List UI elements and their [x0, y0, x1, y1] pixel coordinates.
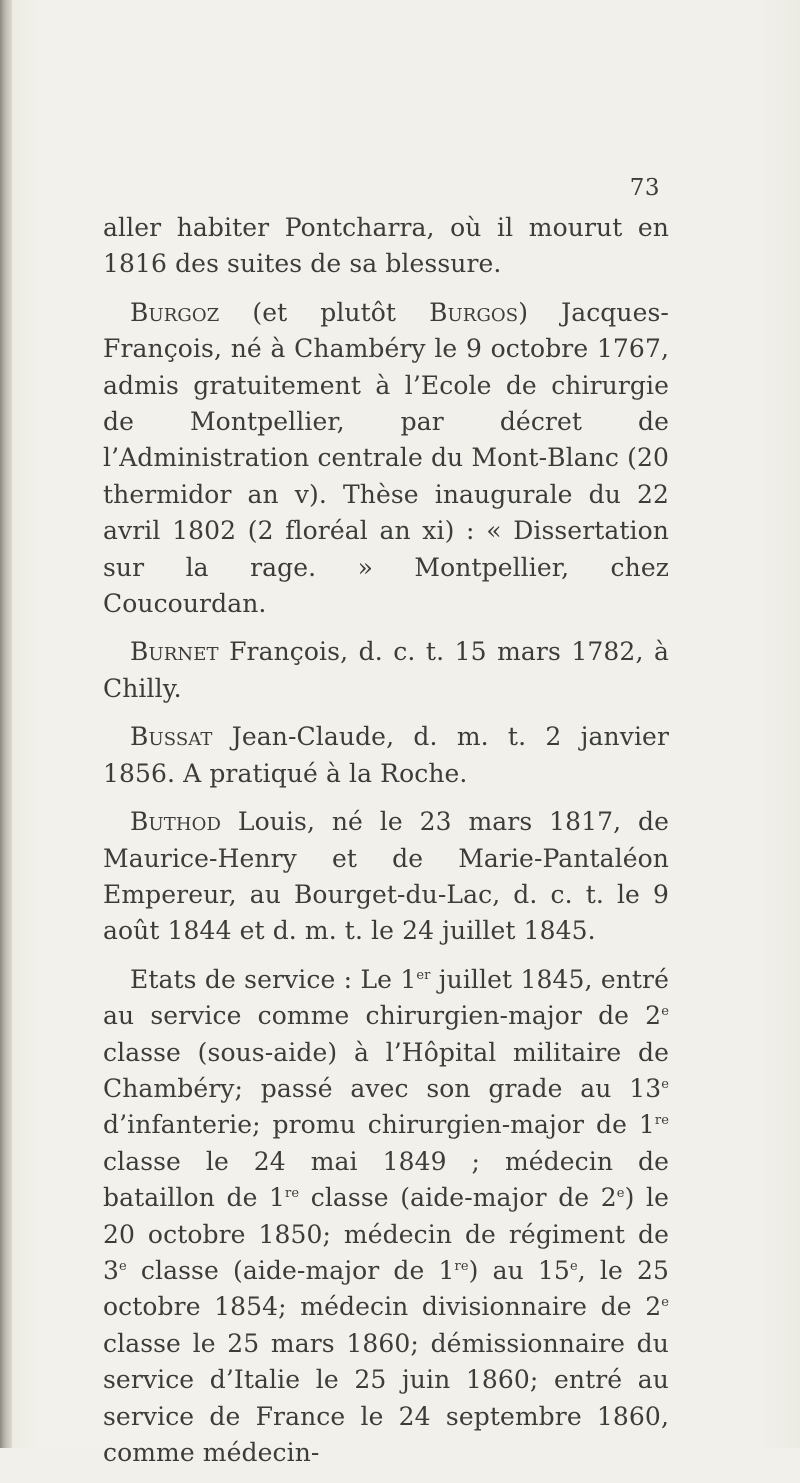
service-text: , le 25 octobre 1854; médecin divisionnaire de 2	[103, 1255, 669, 1322]
page-number: 73	[629, 175, 660, 201]
ordinal-superscript: e	[616, 1186, 625, 1202]
ordinal-superscript: re	[454, 1258, 469, 1274]
ordinal-superscript: e	[569, 1258, 578, 1274]
entry-text: Jean-Claude, d. m. t. 2 janvier 1856. A pratiqué à la Roche.	[103, 722, 669, 788]
entry-text: ) Jacques-François, né à Chambéry le 9 octobre 1767, admis gratuitement à l’Ecole de chirurgie de Montpellier, par décret de l’Administration centrale du Mont-Blanc (20 thermidor an v). Thèse inaugurale du 22 avril 1802 (2 floréal an xi) : « Dissertation sur la rage. » Montpellier, chez Coucourdan.	[103, 297, 669, 619]
service-text: d’infanterie; promu chirurgien-major de 1	[103, 1110, 655, 1140]
service-record	[103, 962, 669, 1472]
service-text: juillet 1845, entré au service comme chirurgien-major de 2	[103, 964, 670, 1031]
entry-buthod	[103, 804, 669, 950]
ordinal-superscript: re	[654, 1113, 669, 1129]
ordinal-superscript: e	[661, 1004, 669, 1020]
service-text: Etats de service : Le 1	[130, 964, 417, 994]
paragraph-continuation: aller habiter Pontcharra, où il mourut en 1816 des suites de sa blessure.	[103, 213, 669, 279]
entry-burgoz	[103, 295, 669, 623]
entry-name-alt: Burgos	[429, 297, 519, 327]
ordinal-superscript: e	[661, 1295, 669, 1311]
service-text: classe le 24 mai 1849 ; médecin de bataillon de 1	[103, 1146, 669, 1213]
entry-text: François, d. c. t. 15 mars 1782, à Chilly.	[103, 637, 669, 703]
entry-burnet	[103, 634, 669, 707]
entry-text: (et plutôt	[219, 297, 430, 327]
service-text: classe le 25 mars 1860; démissionnaire du service d’Italie le 25 juin 1860; entré au service de France le 24 septembre 1860, comme médecin-	[103, 1328, 669, 1467]
service-text: ) le 20 octobre 1850; médecin de régiment de 3	[103, 1183, 669, 1285]
service-text: ) au 15	[468, 1255, 570, 1285]
entry-name: Burgoz	[130, 297, 220, 327]
body-text	[103, 210, 669, 1483]
ordinal-superscript: re	[285, 1186, 300, 1202]
entry-name: Burnet	[130, 637, 219, 667]
service-text: classe (sous-aide) à l’Hôpital militaire de Chambéry; passé avec son grade au 13	[103, 1037, 669, 1103]
ordinal-superscript: e	[119, 1258, 127, 1274]
ordinal-superscript: e	[661, 1076, 669, 1092]
service-text: classe (aide-major de 2	[299, 1183, 617, 1213]
entry-name: Bussat	[130, 722, 213, 752]
page-gutter	[0, 0, 12, 1448]
entry-text: Louis, né le 23 mars 1817, de Maurice-Henry et de Marie-Pantaléon Empereur, au Bourget-du-Lac, d. c. t. le 9 août 1844 et d. m. t. le 24 juillet 1845.	[103, 807, 669, 946]
ordinal-superscript: er	[416, 967, 431, 983]
service-text: classe (aide-major de 1	[126, 1255, 455, 1285]
entry-bussat	[103, 719, 669, 792]
entry-name: Buthod	[130, 807, 222, 837]
